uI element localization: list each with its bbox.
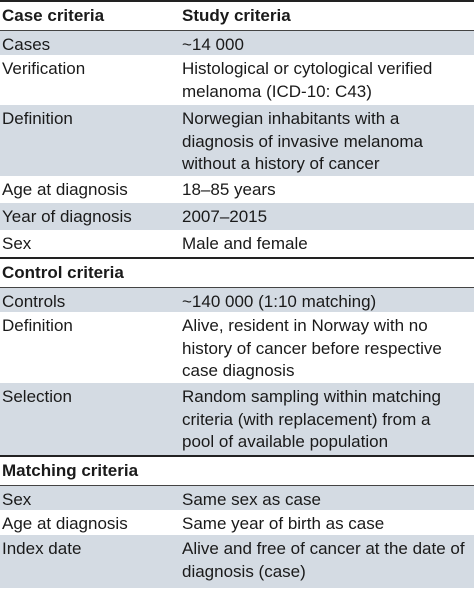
section-heading-control <box>0 257 474 287</box>
row-label: Selection <box>2 387 72 406</box>
table-row <box>0 176 474 203</box>
header-study-criteria: Study criteria <box>182 6 291 25</box>
row-value: Histological or cytological verified melanoma (ICD-10: C43) <box>182 59 433 101</box>
table-row <box>0 30 474 55</box>
row-label: Index date <box>2 539 82 558</box>
row-value: Random sampling within matching criteria (with replacement) from a pool of available population <box>182 387 441 451</box>
row-label: Definition <box>2 109 73 128</box>
row-label: Age at diagnosis <box>2 514 128 533</box>
row-label: Year of diagnosis <box>2 207 132 226</box>
row-value: Male and female <box>182 234 308 253</box>
row-value: Same year of birth as case <box>182 514 385 533</box>
table-row <box>0 535 474 588</box>
row-label: Sex <box>2 490 32 509</box>
row-value: Same sex as case <box>182 490 321 509</box>
row-label: Verification <box>2 59 86 78</box>
table-row <box>0 203 474 230</box>
row-value: 2007–2015 <box>182 207 268 226</box>
header-case-criteria: Case criteria <box>2 6 105 25</box>
row-label: Controls <box>2 292 66 311</box>
row-value: Alive and free of cancer at the date of diagnosis (case) <box>182 539 465 581</box>
row-value: ~140 000 (1:10 matching) <box>182 292 377 311</box>
control-criteria-heading: Control criteria <box>2 263 124 282</box>
table-row <box>0 312 474 383</box>
table-row <box>0 485 474 510</box>
row-value: Alive, resident in Norway with no history of cancer before respective case diagnosis <box>182 316 442 380</box>
table-row <box>0 287 474 312</box>
row-value: ~14 000 <box>182 35 244 54</box>
table-header <box>0 0 474 30</box>
row-value: Norwegian inhabitants with a diagnosis of invasive melanoma without a history of cancer <box>182 109 423 173</box>
row-label: Sex <box>2 234 32 253</box>
table-row <box>0 383 474 455</box>
row-value: 18–85 years <box>182 180 276 199</box>
row-label: Definition <box>2 316 73 335</box>
matching-criteria-heading: Matching criteria <box>2 461 139 480</box>
table-row <box>0 105 474 176</box>
table-row <box>0 55 474 105</box>
table-row <box>0 510 474 535</box>
table-row <box>0 230 474 257</box>
section-heading-matching <box>0 455 474 485</box>
row-label: Age at diagnosis <box>2 180 128 199</box>
row-label: Cases <box>2 35 51 54</box>
